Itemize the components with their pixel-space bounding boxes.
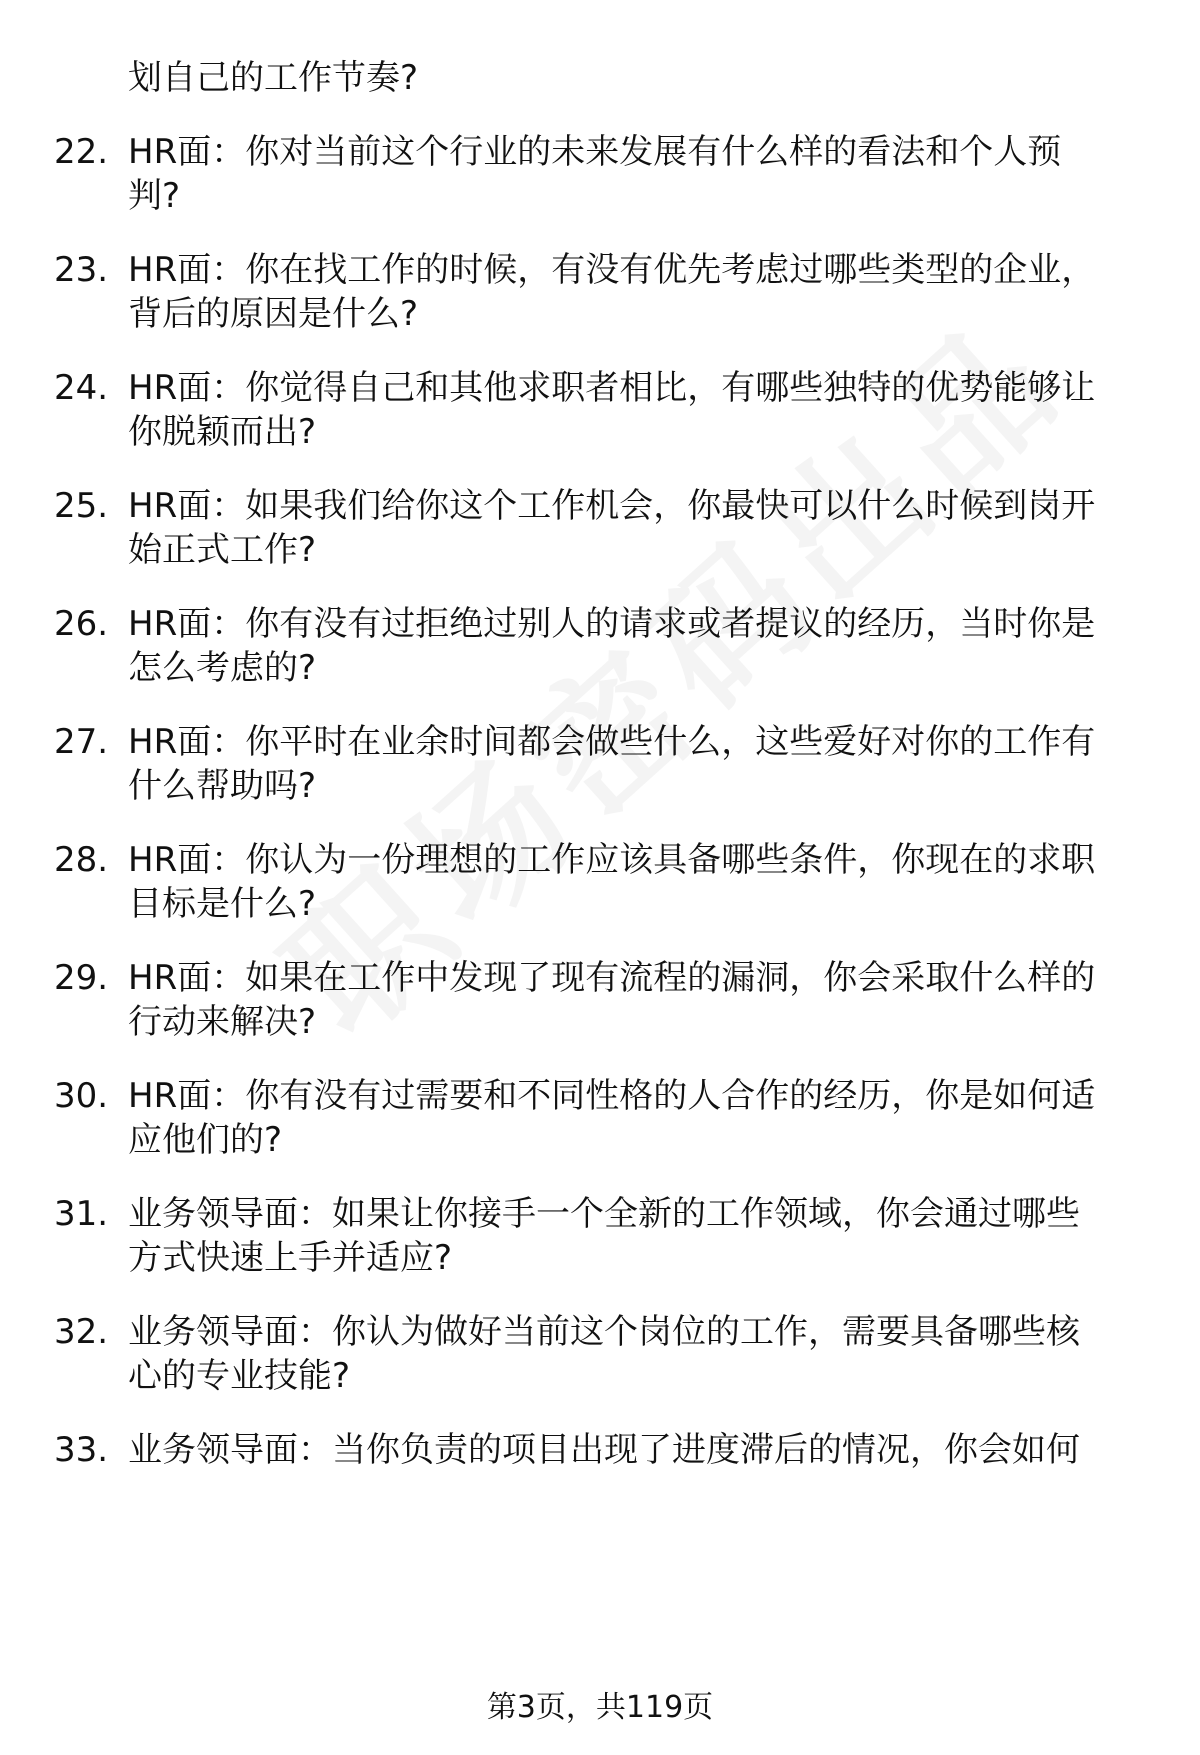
- question-line: HR面：你觉得自己和其他求职者相比，有哪些独特的优势能够让: [128, 368, 1096, 408]
- question-number: 30.: [54, 1076, 109, 1116]
- question-line: 始正式工作?: [128, 530, 317, 570]
- question-number: 23.: [54, 250, 109, 290]
- question-line: HR面：你在找工作的时候，有没有优先考虑过哪些类型的企业，: [128, 250, 1096, 290]
- question-line: HR面：你对当前这个行业的未来发展有什么样的看法和个人预: [128, 132, 1062, 172]
- question-number: 33.: [54, 1430, 109, 1470]
- question-line: HR面：你有没有过拒绝过别人的请求或者提议的经历，当时你是: [128, 604, 1096, 644]
- question-line: HR面：你认为一份理想的工作应该具备哪些条件，你现在的求职: [128, 840, 1096, 880]
- question-number: 22.: [54, 132, 109, 172]
- question-line: 判?: [128, 176, 181, 216]
- question-number: 25.: [54, 486, 109, 526]
- question-line: HR面：如果在工作中发现了现有流程的漏洞，你会采取什么样的: [128, 958, 1096, 998]
- question-line: HR面：你平时在业余时间都会做些什么，这些爱好对你的工作有: [128, 722, 1096, 762]
- question-number: 27.: [54, 722, 109, 762]
- question-line: HR面：如果我们给你这个工作机会，你最快可以什么时候到岗开: [128, 486, 1096, 526]
- question-line: 什么帮助吗?: [128, 766, 317, 806]
- question-line: 业务领导面：你认为做好当前这个岗位的工作，需要具备哪些核: [128, 1312, 1080, 1352]
- question-line: 怎么考虑的?: [128, 648, 317, 688]
- question-line: 业务领导面：如果让你接手一个全新的工作领域，你会通过哪些: [128, 1194, 1080, 1234]
- question-line: 背后的原因是什么?: [128, 294, 419, 334]
- question-number: 31.: [54, 1194, 109, 1234]
- question-line: HR面：你有没有过需要和不同性格的人合作的经历，你是如何适: [128, 1076, 1096, 1116]
- question-line: 行动来解决?: [128, 1002, 317, 1042]
- continuation-text: 划自己的工作节奏?: [128, 58, 419, 98]
- question-line: 应他们的?: [128, 1120, 283, 1160]
- question-number: 29.: [54, 958, 109, 998]
- page-footer: 第3页，共119页: [486, 1690, 714, 1725]
- question-line: 你脱颖而出?: [128, 412, 317, 452]
- question-line: 目标是什么?: [128, 884, 317, 924]
- question-line: 心的专业技能?: [128, 1356, 351, 1396]
- question-line: 方式快速上手并适应?: [128, 1238, 453, 1278]
- question-number: 24.: [54, 368, 109, 408]
- question-number: 26.: [54, 604, 109, 644]
- question-number: 32.: [54, 1312, 109, 1352]
- question-line: 业务领导面：当你负责的项目出现了进度滞后的情况，你会如何: [128, 1430, 1080, 1470]
- question-number: 28.: [54, 840, 109, 880]
